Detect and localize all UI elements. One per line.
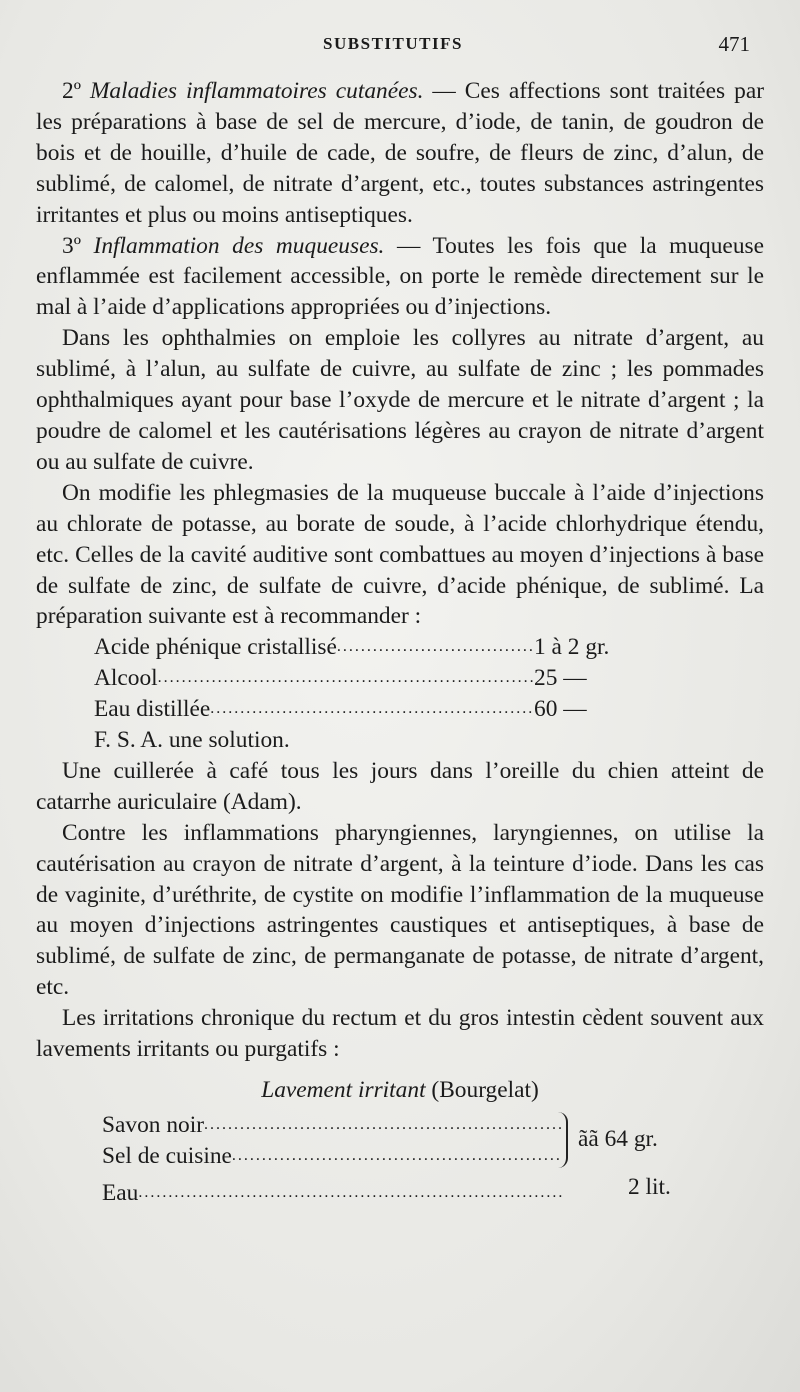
section-title: Inflammation des muqueuses. xyxy=(93,232,385,259)
leader-dots xyxy=(158,663,534,694)
lavement-title-author: (Bourgelat) xyxy=(425,1077,539,1103)
recipe-row xyxy=(94,663,614,694)
lavement-ingredient: Savon noir xyxy=(102,1111,205,1138)
leader-dots xyxy=(138,1178,562,1209)
lavement-row xyxy=(102,1141,562,1172)
running-head: SUBSTITUTIFS xyxy=(323,34,463,53)
leader-dots xyxy=(210,694,534,725)
recipe-row xyxy=(94,694,614,725)
lavement-title xyxy=(36,1075,764,1106)
lavement-row xyxy=(102,1110,562,1141)
paragraph-ophthalmies: Dans les ophthalmies on emploie les collyres au nitrate d’argent, au sublimé, à l’alun, au sulfate de cuivre, au sulfate de zinc ; les pommades ophthalmiques ayant pour base l’oxyde de mercure et le nitrate d’argent ; la poudre de calomel et les cautérisations légères au crayon de nitrate d’argent ou au sulfate de cuivre. xyxy=(36,325,764,475)
lavement-shared-quantity: ãã 64 gr. xyxy=(578,1125,658,1152)
paragraph-pharyngiennes: Contre les inflammations pharyngiennes, laryngiennes, on utilise la cautérisation au crayon de nitrate d’argent, à la teinture d’iode. Dans les cas de vaginite, d’uréthrite, de cystite on modifie l’inflammation de la muqueuse au moyen d’injections astringentes caustiques et antiseptiques, à base de sublimé, de sulfate de zinc, de permanganate de potasse, de nitrate d’argent, etc. xyxy=(36,819,764,1001)
leader-dots xyxy=(204,1110,562,1141)
page-body xyxy=(36,76,764,1209)
recipe-instruction: F. S. A. une solution. xyxy=(94,727,290,754)
lavement-ingredient: Sel de cuisine xyxy=(102,1142,232,1169)
leader-dots xyxy=(232,1141,562,1172)
lavement-ingredient: Eau xyxy=(102,1179,139,1206)
leader-dots xyxy=(337,632,534,663)
lavement-title-italic: Lavement irritant xyxy=(261,1077,426,1103)
recipe-list xyxy=(36,632,764,725)
recipe-quantity: 1 à 2 gr. xyxy=(534,634,610,661)
section-number: 3º xyxy=(62,232,94,259)
recipe-quantity: 25 — xyxy=(534,665,587,692)
lavement-recipe xyxy=(36,1110,764,1209)
paragraph-inflammation-muqueuses xyxy=(36,231,764,324)
recipe-ingredient: Acide phénique cristallisé xyxy=(94,634,337,661)
lavement-row xyxy=(102,1178,562,1209)
recipe-ingredient: Alcool xyxy=(94,665,158,692)
paragraph-text: — Ces affections sont traitées par les préparations à base de sel de mercure, d’iode, de tanin, de goudron de bois et de houille, d’huile de cade, de soufre, de fleurs de zinc, d’alun, de sublimé, de calomel, de nitrate d’argent, etc., toutes substances astringentes irritantes et plus ou moins antiseptiques. xyxy=(36,78,764,228)
recipe-ingredient: Eau distillée xyxy=(94,696,211,723)
section-title: Maladies inflammatoires cutanées. xyxy=(89,78,424,104)
lavement-eau-quantity: 2 lit. xyxy=(628,1173,671,1200)
paragraph-rectum: Les irritations chronique du rectum et du gros intestin cèdent souvent aux lavements irritants ou purgatifs : xyxy=(36,1005,764,1063)
paragraph-text: — Toutes les fois que la muqueuse enflammée est facilement accessible, on porte le remède directement sur le mal à l’aide d’applications appropriées ou d’injections. xyxy=(36,232,764,321)
page-number: 471 xyxy=(718,32,750,56)
paragraph-cuilleree: Une cuillerée à café tous les jours dans l’oreille du chien atteint de catarrhe auriculaire (Adam). xyxy=(36,757,764,815)
brace xyxy=(556,1112,568,1168)
page-header xyxy=(36,30,750,66)
paragraph-phlegmasies: On modifie les phlegmasies de la muqueuse buccale à l’aide d’injections au chlorate de potasse, au borate de soude, à l’acide chlorhydrique étendu, etc. Celles de la cavité auditive sont combattues au moyen d’injections à base de sulfate de zinc, de sulfate de cuivre, d’acide phénique, de sublimé. La préparation suivante est à recommander : xyxy=(36,479,764,630)
section-number: 2º xyxy=(62,78,90,104)
recipe-quantity: 60 — xyxy=(534,696,587,723)
recipe-row xyxy=(94,632,614,663)
paragraph-maladies-cutanees xyxy=(36,76,764,231)
